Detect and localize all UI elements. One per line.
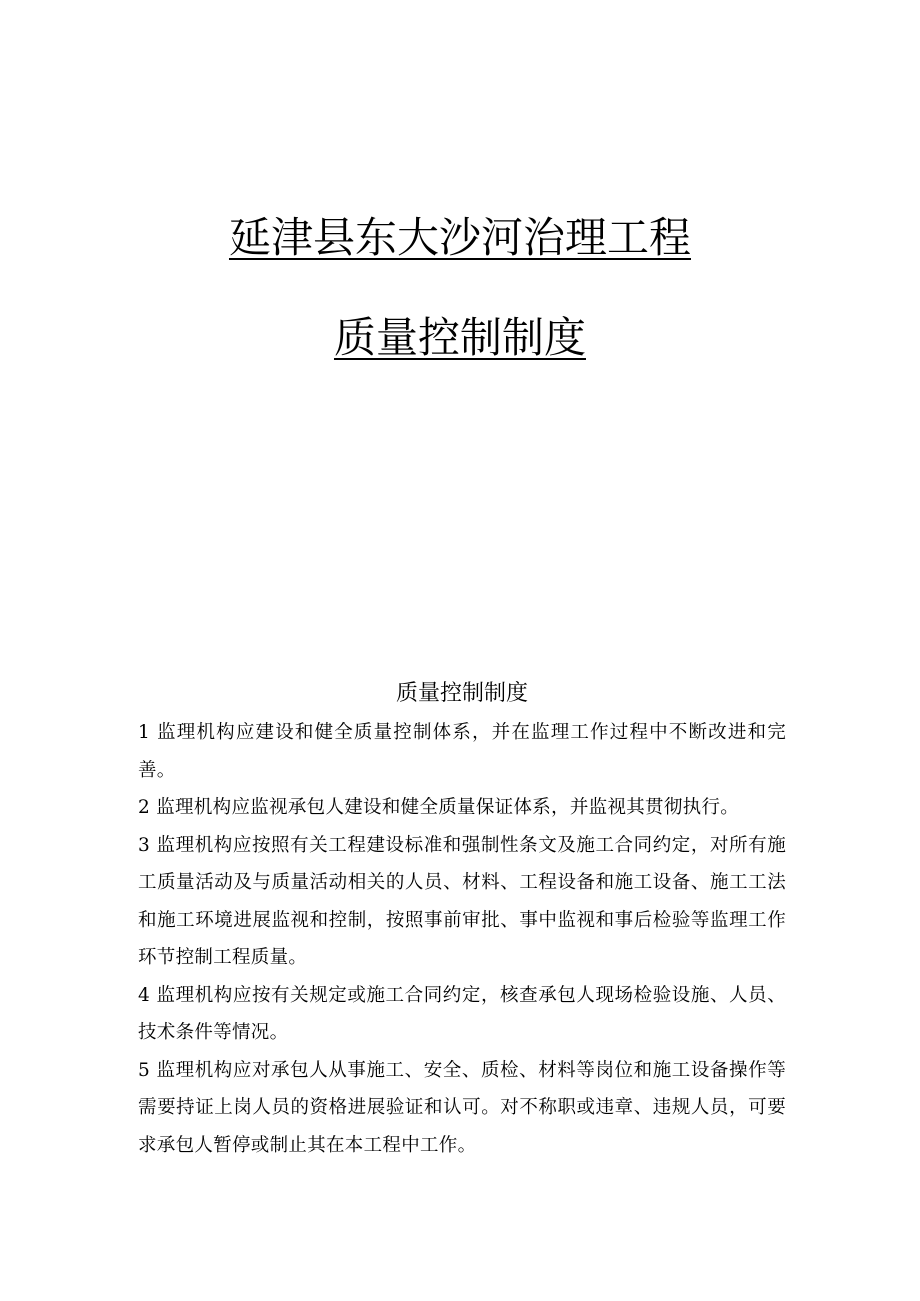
cover-title-project: 延津县东大沙河治理工程 [228,213,691,262]
clause-3: 3 监理机构应按照有关工程建设标准和强制性条文及施工合同约定，对所有施工质量活动及与质量活动相关的人员、材料、工程设备和施工设备、施工工法和施工环境进展监视和控制，按照事前审批、事中监视和事后检验等监理工作环节控制工程质量。 [138,834,786,968]
cover-title-document: 质量控制制度 [333,313,586,362]
clause-1: 1 监理机构应建设和健全质量控制体系，并在监理工作过程中不断改进和完善。 [138,722,786,781]
clause-4: 4 监理机构应按有关规定或施工合同约定，核查承包人现场检验设施、人员、技术条件等情况。 [138,984,786,1043]
section-heading: 质量控制制度 [395,681,528,706]
cover-title-block [0,208,920,268]
cover-subtitle-block [0,308,920,368]
clause-5: 5 监理机构应对承包人从事施工、安全、质检、材料等岗位和施工设备操作等需要持证上岗人员的资格进展验证和认可。对不称职或违章、违规人员，可要求承包人暂停或制止其在本工程中工作。 [138,1059,786,1156]
clause-2: 2 监理机构应监视承包人建设和健全质量保证体系，并监视其贯彻执行。 [138,797,740,818]
body-section [138,676,786,1164]
